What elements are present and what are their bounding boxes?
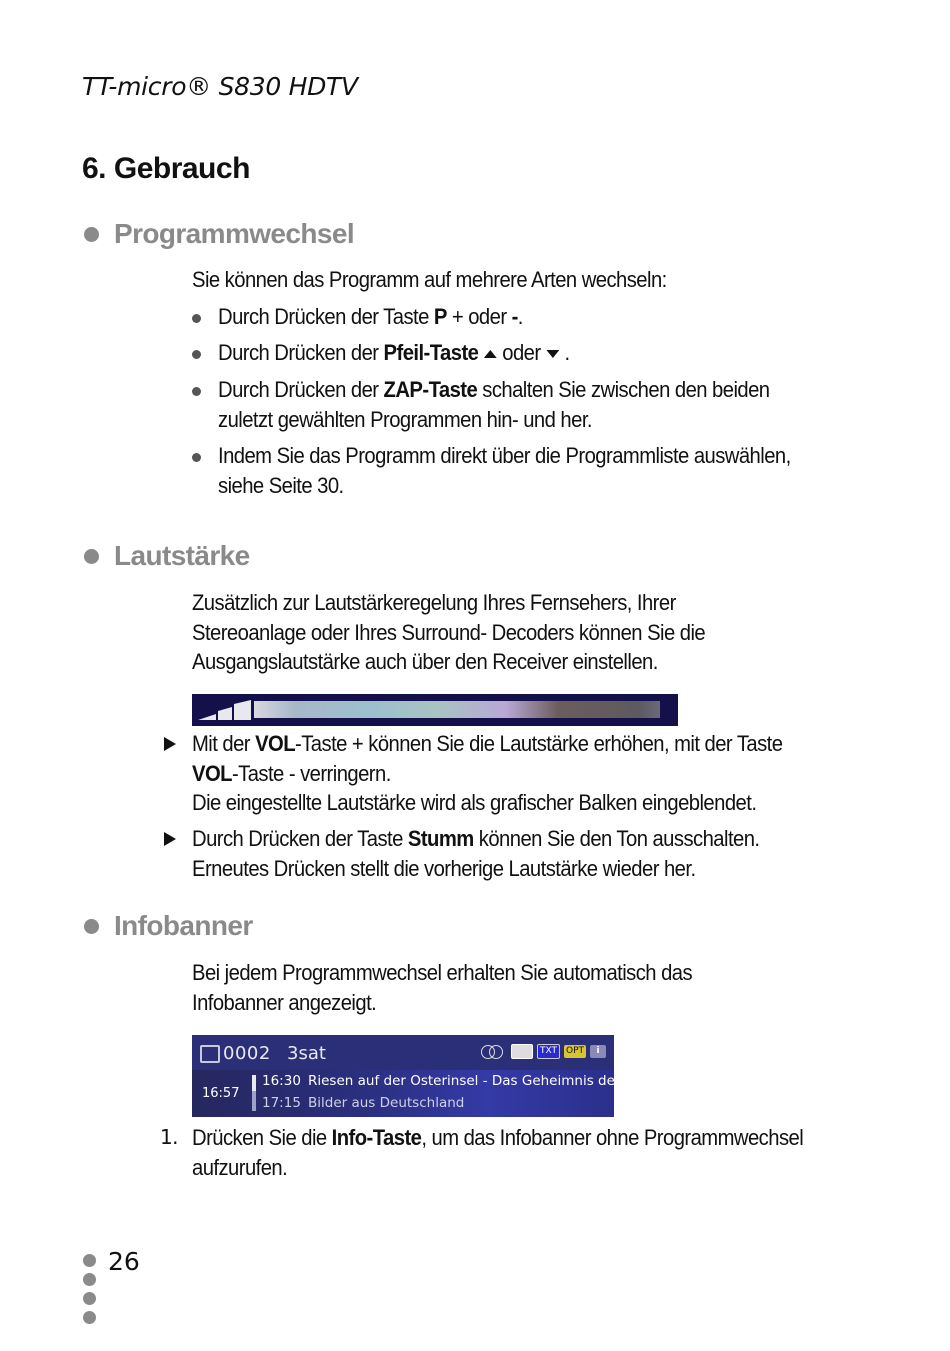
section-heading-label: Infobanner [114, 910, 253, 941]
list-item: Mit der VOL-Taste + können Sie die Lautstärke erhöhen, mit der Taste VOL-Taste - verringern. Die eingestellte Lautstärke wird als grafischer Balken eingeblendet. [164, 729, 844, 818]
list-item: Durch Drücken der Pfeil-Taste oder . [192, 338, 852, 368]
clock: 16:57 [202, 1086, 240, 1101]
channel-name: 3sat [287, 1043, 326, 1064]
arrow-right-icon [164, 832, 176, 846]
section-heading-label: Lautstärke [114, 540, 250, 571]
list-item: Indem Sie das Programm direkt über die Programmliste auswählen, siehe Seite 30. [192, 441, 852, 500]
paragraph-intro: Sie können das Programm auf mehrere Arten wechseln: [192, 267, 667, 292]
audio-icon [481, 1045, 507, 1058]
paragraph-intro: Bei jedem Programmwechsel erhalten Sie automatisch das Infobanner angezeigt. [192, 960, 693, 1015]
bullet-icon [84, 549, 99, 564]
section-heading-programmwechsel [84, 218, 354, 250]
margin-dots-decoration [83, 1254, 96, 1330]
bullet-icon [192, 350, 201, 359]
infobanner-screenshot [192, 1035, 628, 1117]
bullet-icon [84, 227, 99, 242]
info-icon: i [590, 1045, 606, 1058]
volume-bar-screenshot [192, 694, 678, 726]
bullet-icon [192, 387, 201, 396]
arrow-right-icon [164, 737, 176, 751]
bullet-icon [192, 314, 201, 323]
volume-level-icon [198, 700, 252, 720]
bullet-icon [192, 453, 201, 462]
section-heading-label: Programmwechsel [114, 218, 354, 249]
now-programme: 16:30 Riesen auf der Osterinsel - Das Geheimnis de... [262, 1073, 628, 1089]
teletext-icon: TXT [537, 1044, 560, 1059]
numbered-step: 1. Drücken Sie die Info-Taste, um das Infobanner ohne Programmwechsel aufzurufen. [160, 1125, 804, 1180]
screen-format-icon [511, 1044, 533, 1059]
running-header: TT-micro® S830 HDTV [82, 72, 358, 101]
page-number: 26 [108, 1247, 140, 1276]
programme-progress-bar [252, 1075, 256, 1111]
list-item: Durch Drücken der Taste P + oder -. [192, 302, 852, 332]
list-item: Durch Drücken der ZAP-Taste schalten Sie zwischen den beiden zuletzt gewählten Programmen hin- und her. [192, 375, 852, 434]
option-icon: OPT [565, 1046, 584, 1056]
list-item: Durch Drücken der Taste Stumm können Sie den Ton ausschalten. Erneutes Drücken stellt die vorherige Lautstärke wieder her. [164, 824, 844, 883]
paragraph-intro: Zusätzlich zur Lautstärkeregelung Ihres Fernsehers, Ihrer Stereoanlage oder Ihres Surround- Decoders können Sie die Ausgangslautstärke auch über den Receiver einstellen. [192, 590, 706, 674]
arrow-down-icon [546, 350, 559, 358]
channel-number: 0002 [223, 1043, 271, 1064]
bullet-icon [84, 919, 99, 934]
next-programme: 17:15 Bilder aus Deutschland [262, 1095, 465, 1111]
status-icons [481, 1044, 606, 1059]
section-heading-infobanner [84, 910, 253, 942]
arrow-up-icon [484, 350, 497, 358]
chapter-title: 6. Gebrauch [82, 152, 250, 185]
section-heading-lautstaerke [84, 540, 250, 572]
volume-track [254, 701, 660, 718]
step-number: 1. [160, 1125, 178, 1149]
tv-icon [200, 1045, 220, 1063]
